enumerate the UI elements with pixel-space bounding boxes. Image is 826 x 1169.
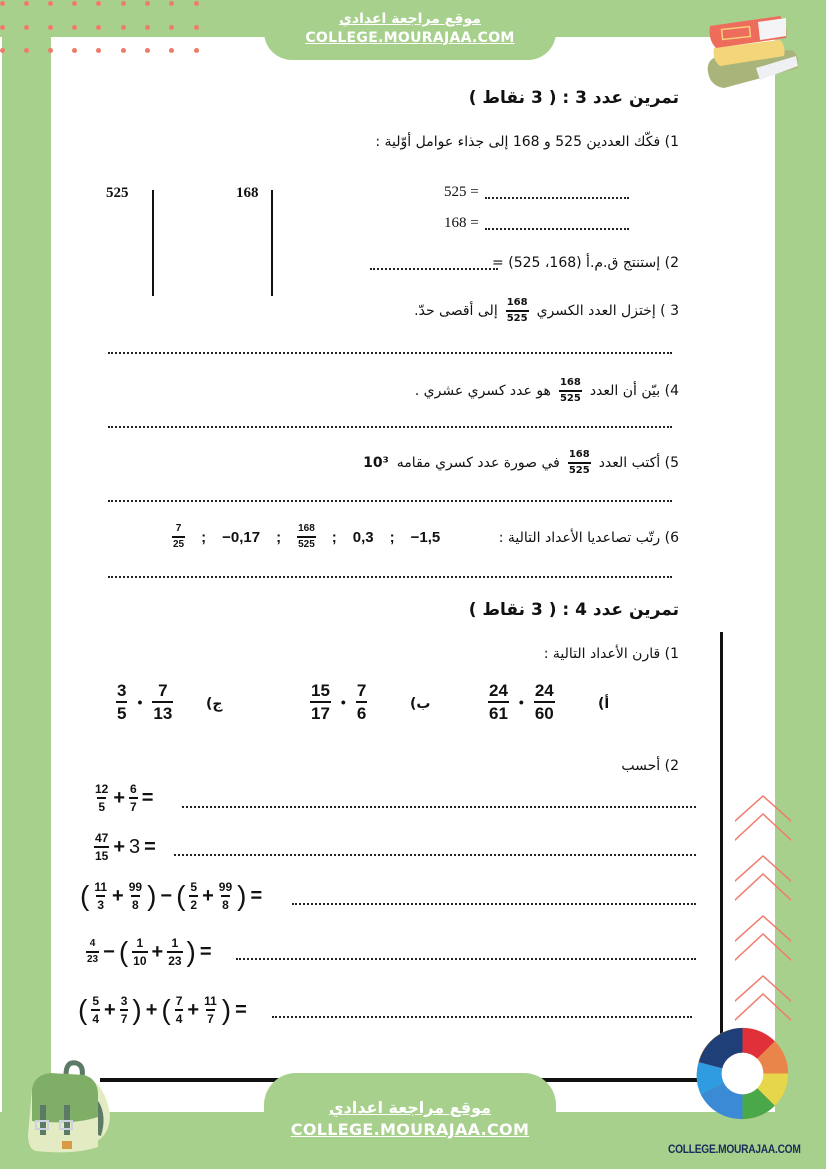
logo-site-url[interactable]: COLLEGE.MOURAJAA.COM	[668, 1142, 801, 1156]
compare-item-a	[488, 682, 555, 722]
chevron-up-icon	[735, 852, 791, 910]
value-neg-0-17: −0,17	[222, 528, 261, 546]
fraction-47-15: $\frac{47}{15}$	[95, 831, 109, 863]
q4-text-before: 4) بيّن أن العدد	[589, 383, 679, 399]
separator: ;	[201, 528, 207, 546]
fraction-7-25: $\frac{7}{25}$	[173, 523, 185, 550]
q5-text-after: في صورة عدد كسري مقامه	[396, 455, 560, 471]
answer-line-q5[interactable]	[108, 500, 672, 502]
backpack-icon	[14, 1055, 114, 1155]
paren: )	[186, 936, 196, 967]
fraction-5-2: $\frac{5}{2}$	[190, 880, 198, 912]
fraction-7-4: $\frac{7}{4}$	[175, 994, 183, 1026]
fraction-12-5: $\frac{12}{5}$	[95, 782, 109, 814]
compare-blank[interactable]: •	[518, 694, 524, 710]
paren: (	[80, 880, 90, 911]
fraction-7-6: $\frac{7}{6}$	[356, 681, 367, 723]
fraction-168-525: $\frac{168}{525}$	[298, 523, 315, 550]
sheet-right-border	[720, 632, 723, 1082]
division-bar-168	[271, 190, 273, 296]
fraction-1-10: $\frac{1}{10}$	[133, 936, 147, 968]
division-label-168: 168	[236, 185, 259, 201]
chevron-up-icon	[735, 792, 791, 850]
fraction-99-8: $\frac{99}{8}$	[218, 880, 233, 912]
plus-sign: +	[187, 998, 200, 1021]
fraction-4-23: $\frac{4}{23}$	[87, 938, 99, 965]
header-site-name-ar[interactable]: موقع مراجعة اعدادي	[339, 11, 481, 27]
compare-label-a: أ)	[598, 696, 610, 712]
paren: (	[118, 936, 129, 967]
chevron-up-icon	[735, 972, 791, 1030]
ex3-question-5	[363, 450, 679, 476]
compare-item-c	[116, 682, 173, 722]
answer-line-calc-5[interactable]	[272, 1016, 692, 1018]
answer-line-gcd[interactable]	[370, 268, 498, 270]
fraction-1-23: $\frac{1}{23}$	[168, 936, 182, 968]
plus-sign: +	[104, 998, 116, 1021]
fraction-24-61: $\frac{24}{61}$	[489, 681, 508, 723]
value-neg-1-5: −1,5	[410, 528, 441, 546]
separator: ;	[276, 528, 282, 546]
paren: )	[221, 994, 232, 1025]
plus-sign: +	[112, 884, 124, 907]
answer-line-168[interactable]	[485, 228, 629, 230]
answer-line-q3[interactable]	[108, 352, 672, 354]
fraction-5-4: $\frac{5}{4}$	[92, 994, 100, 1026]
calc-expression-1	[94, 783, 153, 813]
header-site-url[interactable]: COLLEGE.MOURAJAA.COM	[305, 30, 515, 46]
q3-text-after: إلى أقصى حدّ.	[414, 303, 498, 319]
paren: )	[237, 880, 247, 911]
equals-sign: =	[141, 786, 154, 809]
equals-sign: =	[199, 940, 212, 963]
equals-sign: =	[250, 884, 263, 907]
fraction-15-17: $\frac{15}{17}$	[311, 681, 330, 723]
minus-sign: −	[160, 884, 173, 907]
eq-525: 525 =	[444, 184, 479, 200]
chevron-up-icon	[735, 912, 791, 970]
paren: (	[78, 994, 88, 1025]
compare-blank[interactable]: •	[137, 694, 143, 710]
plus-sign: +	[113, 786, 126, 809]
fraction-7-13: $\frac{7}{13}$	[153, 681, 173, 723]
calc-expression-5	[78, 994, 247, 1026]
ex3-question-4	[415, 378, 679, 404]
eq-168: 168 =	[444, 215, 479, 231]
fraction-3-7: $\frac{3}{7}$	[120, 994, 128, 1026]
answer-line-525[interactable]	[485, 197, 629, 199]
header-site-badge[interactable]	[264, 0, 556, 60]
footer-site-url[interactable]: COLLEGE.MOURAJAA.COM	[290, 1120, 530, 1139]
fraction-24-60: $\frac{24}{60}$	[534, 681, 554, 723]
plus-sign: +	[113, 835, 126, 858]
calc-expression-2	[94, 832, 156, 862]
paren: (	[161, 994, 171, 1025]
minus-sign: −	[103, 940, 115, 963]
footer-site-badge[interactable]	[264, 1073, 556, 1169]
exercise-3-title: تمرين عدد 3 : ( 3 نقاط )	[468, 88, 679, 108]
calc-expression-4	[86, 936, 212, 968]
ex3-question-2: 2) إستنتج ق.م.أ (168، 525) =	[492, 255, 679, 271]
compare-blank[interactable]: •	[340, 694, 346, 710]
compare-label-c: ج)	[206, 696, 223, 712]
division-label-525: 525	[106, 185, 129, 201]
fraction-99-8: $\frac{99}{8}$	[128, 880, 143, 912]
fraction-11-3: $\frac{11}{3}$	[94, 880, 108, 912]
plus-sign: +	[151, 940, 164, 963]
q5-text-before: 5) أكتب العدد	[598, 455, 679, 471]
division-bar-525	[152, 190, 154, 296]
compare-label-b: ب)	[410, 696, 431, 712]
ex3-question-1: 1) فكّك العددين 525 و 168 إلى جذاء عوامل أوّلية :	[375, 134, 679, 150]
answer-line-q6[interactable]	[108, 576, 672, 578]
plus-sign: +	[145, 998, 158, 1021]
answer-line-calc-2[interactable]	[174, 854, 696, 856]
fraction-11-7: $\frac{11}{7}$	[204, 994, 217, 1026]
calc-expression-3	[80, 880, 262, 912]
q4-text-after: هو عدد كسري عشري .	[414, 383, 551, 399]
q3-text-before: 3 ) إختزل العدد الكسري	[536, 303, 679, 319]
left-green-band	[2, 37, 51, 1169]
fraction-3-5: $\frac{3}{5}$	[117, 681, 127, 723]
value-0-3: 0,3	[352, 528, 374, 546]
fraction-168-525: $\frac{168}{525}$	[506, 297, 528, 324]
college-mourajaa-logo-icon	[695, 1026, 790, 1121]
ex4-question-2: 2) أحسب	[621, 758, 679, 774]
answer-line-q4[interactable]	[108, 426, 672, 428]
footer-site-name-ar[interactable]: موقع مراجعة اعدادي	[328, 1098, 492, 1117]
answer-line-calc-1[interactable]	[182, 806, 696, 808]
fraction-6-7: $\frac{6}{7}$	[130, 782, 137, 814]
separator: ;	[389, 528, 395, 546]
ex4-question-1: 1) قارن الأعداد التالية :	[543, 646, 679, 662]
fraction-168-525: $\frac{168}{525}$	[568, 449, 590, 476]
plus-sign: +	[202, 884, 214, 907]
paren: (	[176, 880, 186, 911]
paren: )	[147, 880, 157, 911]
equals-sign: =	[144, 835, 156, 858]
compare-item-b	[310, 682, 367, 722]
q5-power: 10³	[363, 455, 389, 471]
paren: )	[132, 994, 142, 1025]
equals-sign: =	[235, 998, 247, 1021]
exercise-4-title: تمرين عدد 4 : ( 3 نقاط )	[468, 600, 679, 620]
decorative-dots	[0, 0, 210, 55]
fraction-168-525: $\frac{168}{525}$	[559, 377, 581, 404]
ex3-question-3	[414, 298, 679, 324]
answer-line-calc-4[interactable]	[236, 958, 696, 960]
separator: ;	[331, 528, 337, 546]
ex3-question-6: 6) رتّب تصاعديا الأعداد التالية :	[498, 530, 679, 546]
ordering-values	[172, 524, 440, 550]
answer-line-calc-3[interactable]	[292, 903, 696, 905]
number-3: 3	[129, 835, 141, 858]
